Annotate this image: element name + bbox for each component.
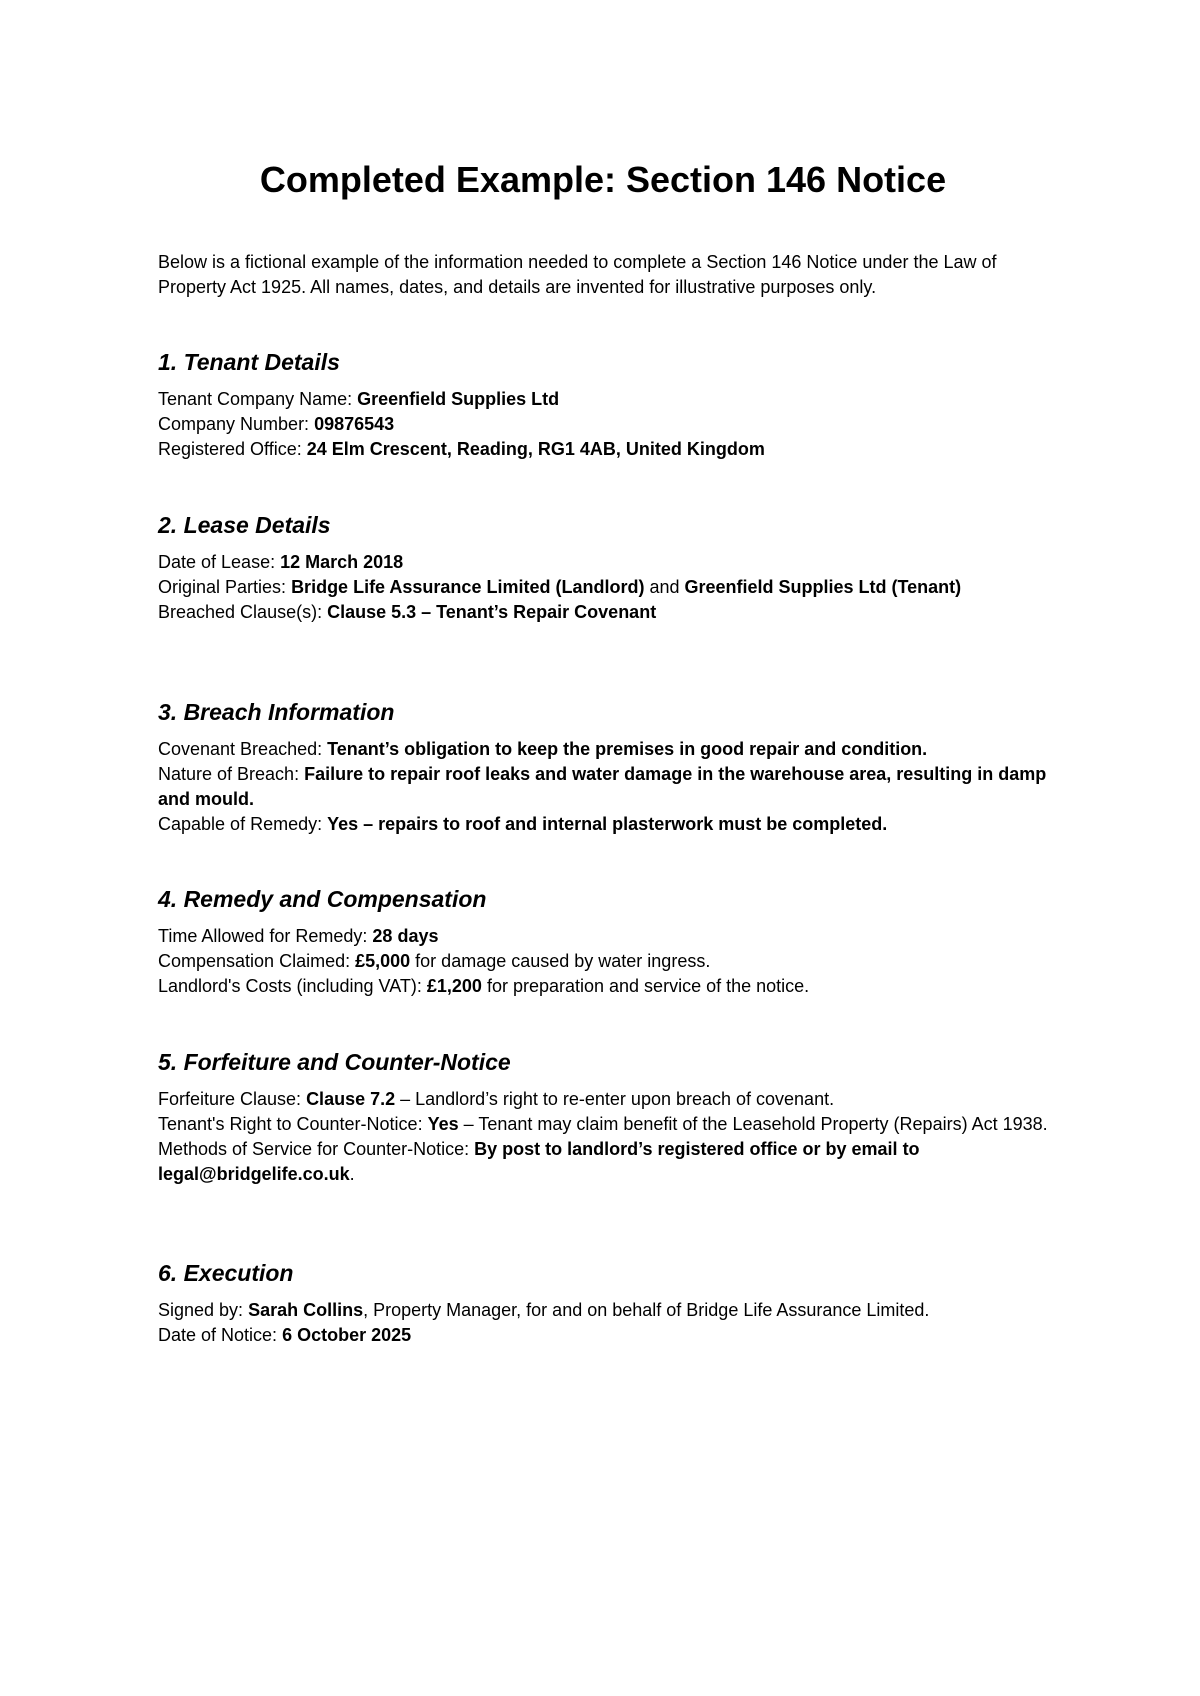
- field-right-to-counter-notice: [158, 1112, 1048, 1137]
- field-suffix: – Landlord’s right to re-enter upon breach of covenant.: [395, 1089, 835, 1109]
- field-value: Sarah Collins: [248, 1300, 364, 1320]
- field-label: Date of Lease:: [158, 552, 281, 572]
- page-title: Completed Example: Section 146 Notice: [259, 159, 947, 200]
- field-value: Failure to repair roof leaks and water damage in the warehouse area, resulting in damp and mould.: [158, 764, 1047, 809]
- section-body: [158, 1298, 1048, 1348]
- section-forfeiture-and-counter-notice: [158, 1047, 1048, 1187]
- section-execution: [158, 1258, 1048, 1348]
- field-label: Signed by:: [158, 1300, 249, 1320]
- field-value: Tenant’s obligation to keep the premises in good repair and condition.: [327, 739, 928, 759]
- field-date-of-notice: [158, 1323, 1048, 1348]
- field-label: Original Parties:: [158, 577, 292, 597]
- section-lease-details: [158, 510, 1048, 625]
- field-label: Methods of Service for Counter-Notice:: [158, 1139, 475, 1159]
- field-nature-of-breach: [158, 762, 1048, 812]
- section-body: [158, 737, 1048, 837]
- field-suffix: .: [349, 1164, 355, 1184]
- section-heading: 4. Remedy and Compensation: [158, 886, 487, 912]
- field-covenant-breached: [158, 737, 1048, 762]
- field-tenant-company-name: [158, 387, 1048, 412]
- section-heading: 5. Forfeiture and Counter-Notice: [158, 1049, 511, 1075]
- field-value: Greenfield Supplies Ltd: [357, 389, 560, 409]
- section-heading: 2. Lease Details: [158, 512, 331, 538]
- section-heading: 3. Breach Information: [158, 699, 395, 725]
- field-suffix: , Property Manager, for and on behalf of Bridge Life Assurance Limited.: [363, 1300, 930, 1320]
- section-breach-information: [158, 697, 1048, 837]
- section-heading: 6. Execution: [158, 1260, 294, 1286]
- field-original-parties: [158, 575, 1048, 600]
- field-suffix: for preparation and service of the notice.: [481, 976, 810, 996]
- section-tenant-details: [158, 347, 1048, 462]
- section-body: [158, 1087, 1048, 1187]
- field-value: Clause 7.2: [306, 1089, 396, 1109]
- field-value: 24 Elm Crescent, Reading, RG1 4AB, United Kingdom: [306, 439, 765, 459]
- field-value: 6 October 2025: [282, 1325, 412, 1345]
- field-value: Yes – repairs to roof and internal plasterwork must be completed.: [327, 814, 888, 834]
- section-body: [158, 924, 1048, 999]
- field-time-allowed: [158, 924, 1048, 949]
- field-methods-of-service: [158, 1137, 1048, 1187]
- field-value: 28 days: [372, 926, 439, 946]
- field-label: Registered Office:: [158, 439, 307, 459]
- field-label: Date of Notice:: [158, 1325, 283, 1345]
- section-remedy-and-compensation: [158, 884, 1048, 999]
- field-label: Tenant's Right to Counter-Notice:: [158, 1114, 428, 1134]
- section-heading: 1. Tenant Details: [158, 349, 340, 375]
- field-label: Covenant Breached:: [158, 739, 328, 759]
- section-body: [158, 550, 1048, 625]
- field-value: By post to landlord’s registered office or by email to legal@bridgelife.co.uk: [158, 1139, 920, 1184]
- field-landlord-costs: [158, 974, 1048, 999]
- field-compensation-claimed: [158, 949, 1048, 974]
- field-label: Breached Clause(s):: [158, 602, 328, 622]
- field-capable-of-remedy: [158, 812, 1048, 837]
- field-label: Company Number:: [158, 414, 315, 434]
- field-label: Time Allowed for Remedy:: [158, 926, 373, 946]
- intro-paragraph: Below is a fictional example of the information needed to complete a Section 146 Notice under the Law of Property Act 1925. All names, dates, and details are invented for illustrative purposes only.: [158, 252, 997, 297]
- field-label: Tenant Company Name:: [158, 389, 358, 409]
- field-connector: and: [644, 577, 685, 597]
- field-value: Bridge Life Assurance Limited (Landlord): [291, 577, 645, 597]
- field-label: Landlord's Costs (including VAT):: [158, 976, 427, 996]
- section-body: [158, 387, 1048, 462]
- field-label: Forfeiture Clause:: [158, 1089, 307, 1109]
- field-date-of-lease: [158, 550, 1048, 575]
- field-value: Yes: [427, 1114, 459, 1134]
- field-value: 12 March 2018: [280, 552, 404, 572]
- field-company-number: [158, 412, 1048, 437]
- field-registered-office: [158, 437, 1048, 462]
- field-value: £5,000: [355, 951, 411, 971]
- field-forfeiture-clause: [158, 1087, 1048, 1112]
- field-value: Greenfield Supplies Ltd (Tenant): [684, 577, 962, 597]
- field-label: Capable of Remedy:: [158, 814, 328, 834]
- field-value: 09876543: [314, 414, 395, 434]
- field-value: Clause 5.3 – Tenant’s Repair Covenant: [327, 602, 657, 622]
- field-label: Nature of Breach:: [158, 764, 305, 784]
- field-value: £1,200: [426, 976, 482, 996]
- field-label: Compensation Claimed:: [158, 951, 356, 971]
- field-signed-by: [158, 1298, 1048, 1323]
- field-suffix: for damage caused by water ingress.: [410, 951, 711, 971]
- field-suffix: – Tenant may claim benefit of the Leasehold Property (Repairs) Act 1938.: [458, 1114, 1048, 1134]
- field-breached-clauses: [158, 600, 1048, 625]
